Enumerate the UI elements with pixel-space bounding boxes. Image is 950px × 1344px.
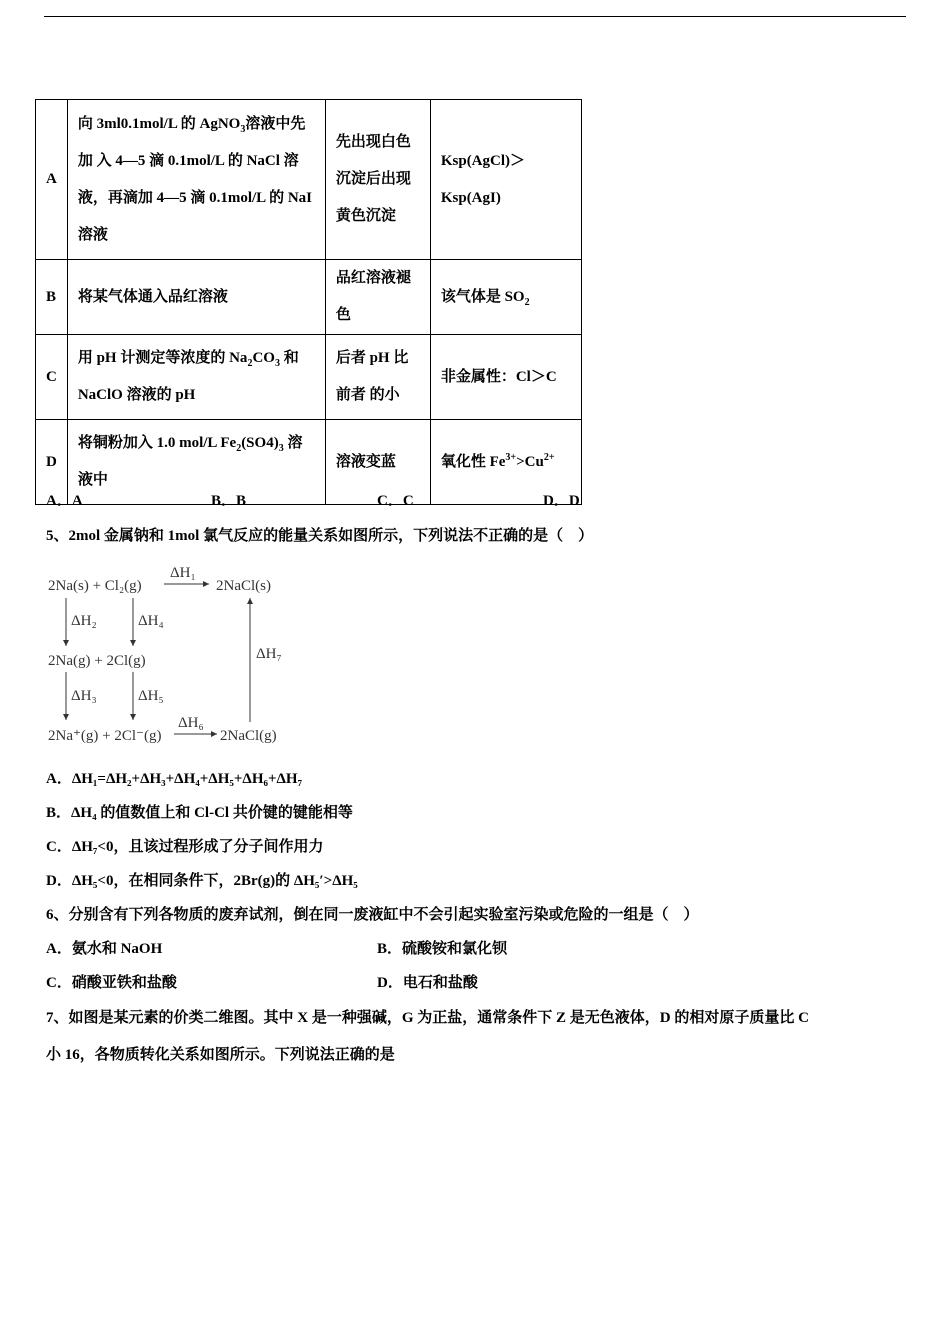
- q6-option-c: C．硝酸亚铁和盐酸: [46, 975, 177, 991]
- operation-cell: 用 pH 计测定等浓度的 $Na_2CO_3$ 和 NaClO 溶液的 pH: [67, 335, 325, 420]
- label-dh4: ΔH₄: [138, 613, 164, 629]
- table-row: [36, 420, 582, 505]
- phenomenon-cell: 溶液变蓝: [325, 420, 430, 505]
- operation-cell: 将某气体通入品红溶液: [67, 260, 325, 335]
- state-2nacl-g: 2NaCl(g): [220, 728, 277, 744]
- q4-option-c: C．C: [377, 493, 414, 509]
- state-2na-g-2cl-g: 2Na(g) + 2Cl(g): [48, 653, 146, 669]
- state-2na-s-cl2-g: 2Na(s) + Cl₂(g): [48, 578, 142, 594]
- header-rule: [44, 16, 906, 17]
- q7-stem-line1: 7、如图是某元素的价类二维图。其中 X 是一种强碱，G 为正盐，通常条件下 Z 是无色液体，D 的相对原子质量比 C: [46, 1010, 809, 1026]
- row-label: A: [36, 100, 68, 260]
- q5-option-c: C．ΔH₇<0，且该过程形成了分子间作用力: [46, 839, 324, 855]
- conclusion-cell: 非金属性：Cl＞C: [430, 335, 581, 420]
- energy-cycle-diagram: [44, 560, 304, 750]
- table-row: [36, 100, 582, 260]
- q6-stem: 6、分别含有下列各物质的废弃试剂，倒在同一废液缸中不会引起实验室污染或危险的一组是（ ）: [46, 907, 699, 923]
- label-dh1: ΔH₁: [170, 565, 196, 581]
- table-row: [36, 335, 582, 420]
- row-label: B: [36, 260, 68, 335]
- label-dh3: ΔH₃: [71, 688, 97, 704]
- table-row: [36, 260, 582, 335]
- phenomenon-cell: 先出现白色沉淀后出现黄色沉淀: [325, 100, 430, 260]
- q6-option-b: B．硫酸铵和氯化钡: [377, 941, 508, 957]
- phenomenon-cell: 后者 pH 比前者 的小: [325, 335, 430, 420]
- q6-option-d: D．电石和盐酸: [377, 975, 478, 991]
- q5-option-a: A．ΔH₁=ΔH₂+ΔH₃+ΔH₄+ΔH₅+ΔH₆+ΔH₇: [46, 771, 303, 787]
- q6-option-a: A．氨水和 NaOH: [46, 941, 163, 957]
- operation-cell: 将铜粉加入 1.0 mol/L $Fe_2(SO4)_3$ 溶液中: [67, 420, 325, 505]
- q4-option-d: D．D: [543, 493, 580, 509]
- q4-option-a: A．A: [46, 493, 83, 509]
- label-dh6: ΔH₆: [178, 715, 204, 731]
- row-label: D: [36, 420, 68, 505]
- state-2nacl-s: 2NaCl(s): [216, 578, 271, 594]
- label-dh5: ΔH₅: [138, 688, 164, 704]
- q5-option-d: D．ΔH₅<0，在相同条件下，2Br(g)的 ΔH₅′>ΔH₅: [46, 873, 358, 889]
- q5-option-b: B．ΔH₄ 的值数值上和 Cl-Cl 共价键的键能相等: [46, 805, 353, 821]
- conclusion-cell: 氧化性 $Fe^{3+}>Cu^{2+}$: [430, 420, 581, 505]
- q7-stem-line2: 小 16，各物质转化关系如图所示。下列说法正确的是: [46, 1047, 395, 1063]
- phenomenon-cell: 品红溶液褪色: [325, 260, 430, 335]
- label-dh2: ΔH₂: [71, 613, 97, 629]
- operation-cell: 向 3ml0.1mol/L 的 AgNO$_3$溶液中先加 入 4—5 滴 0.1mol/L 的 NaCl 溶液，再滴加 4—5 滴 0.1mol/L 的 NaI 溶液: [67, 100, 325, 260]
- row-label: C: [36, 335, 68, 420]
- conclusion-cell: 该气体是 $SO_2$: [430, 260, 581, 335]
- state-ions-g: 2Na⁺(g) + 2Cl⁻(g): [48, 728, 162, 744]
- experiment-table: [35, 99, 582, 505]
- conclusion-cell: Ksp(AgCl)＞ Ksp(AgI): [430, 100, 581, 260]
- q5-stem: 5、2mol 金属钠和 1mol 氯气反应的能量关系如图所示，下列说法不正确的是（ ）: [46, 528, 594, 544]
- label-dh7: ΔH₇: [256, 646, 282, 662]
- q4-option-b: B．B: [211, 493, 247, 509]
